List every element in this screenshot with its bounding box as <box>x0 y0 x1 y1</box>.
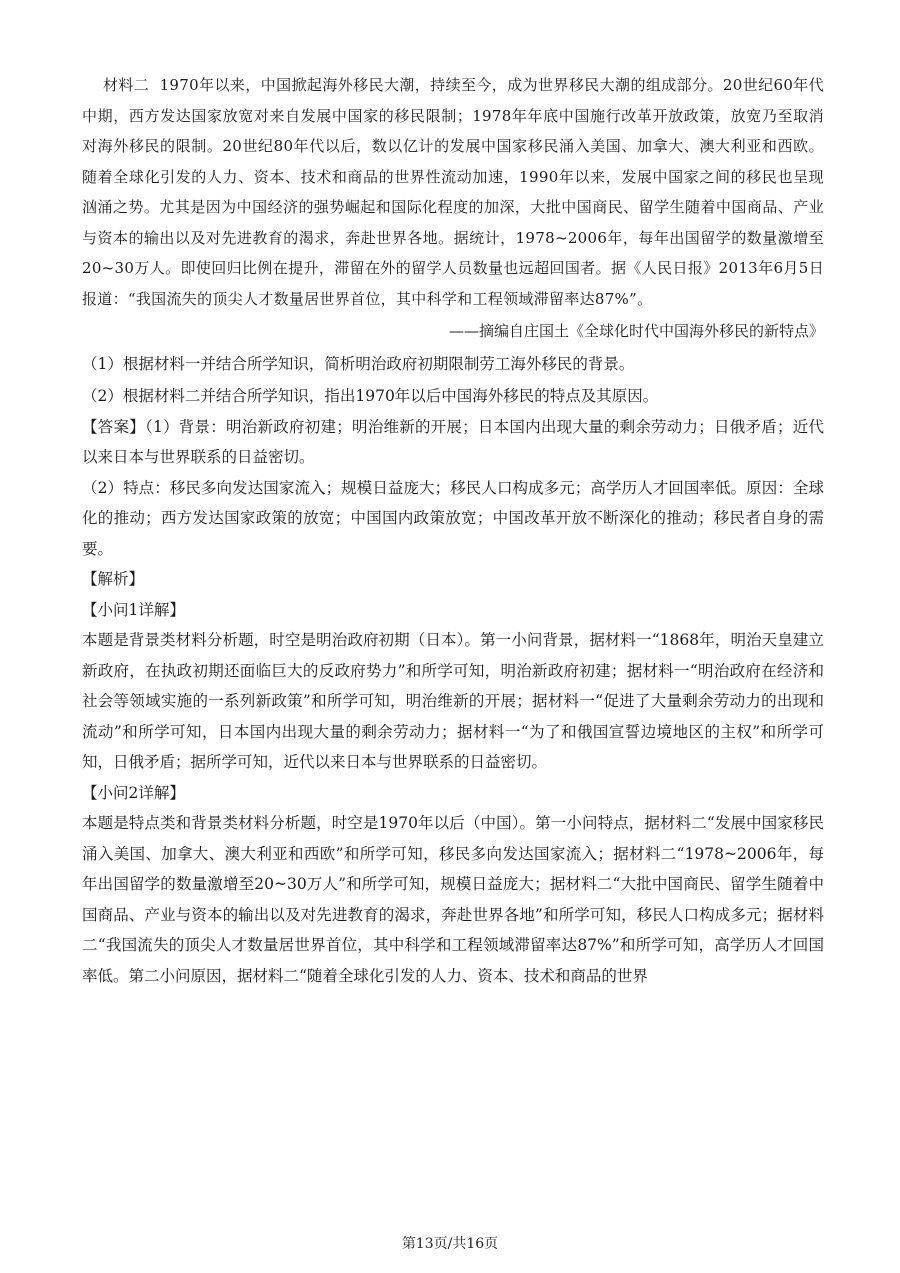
analysis-heading: 【解析】 <box>82 570 145 588</box>
subquestion-2-heading: 【小问2详解】 <box>82 783 185 802</box>
answer-part-2: （2）特点：移民多向发达国家流入；规模日益庞大；移民人口构成多元；高学历人才回国率低。原因：全球化的推动；西方发达国家政策的放宽；中国国内政策放宽；中国改革开放不断深化的推动；移民者自身的需要。 <box>82 478 824 558</box>
question-1: （1）根据材料一并结合所学知识，简析明治政府初期限制劳工海外移民的背景。 <box>82 354 635 373</box>
material-2-paragraph <box>82 70 824 314</box>
page-content <box>82 70 824 991</box>
question-2: （2）根据材料二并结合所学知识，指出1970年以后中国海外移民的特点及其原因。 <box>82 387 659 405</box>
material-2-text: 1970年以来，中国掀起海外移民大潮，持续至今，成为世界移民大潮的组成部分。20世纪60年代中期，西方发达国家放宽对来自发展中国家的移民限制；1978年年底中国施行改革开放政策，放宽乃至取消对海外移民的限制。20世纪80年代以后，数以亿计的发展中国家移民涌入美国、加拿大、澳大利亚和西欧。随着全球化引发的人力、资本、技术和商品的世界性流动加速，1990年以来，发展中国家之间的移民也呈现汹涌之势。尤其是因为中国经济的强势崛起和国际化程度的加深，大批中国商民、留学生随着中国商品、产业与资本的输出以及对先进教育的渴求，奔赴世界各地。据统计，1978~2006年，每年出国留学的数量激增至20~30万人。即使回归比例在提升，滞留在外的留学人员数量也远超回国者。据《人民日报》2013年6月5日报道：“我国流失的顶尖人才数量居世界首位，其中科学和工程领域滞留率达87%”。 <box>82 76 825 308</box>
subquestion-1-heading: 【小问1详解】 <box>82 600 185 619</box>
subquestion-1-analysis: 本题是背景类材料分析题，时空是明治政府初期（日本）。第一小问背景，据材料一“1868年，明治天皇建立新政府，在执政初期还面临巨大的反政府势力”和所学可知，明治新政府初建；据材料一“明治政府在经济和社会等领域实施的一系列新政策”和所学可知，明治维新的开展；据材料一“促进了大量剩余劳动力的出现和流动”和所学可知，日本国内出现大量的剩余劳动力；据材料一“为了和俄国宣誓边境地区的主权”和所学可知，日俄矛盾；据所学可知，近代以来日本与世界联系的日益密切。 <box>82 631 824 771</box>
answer-part-1: 【答案】（1）背景：明治新政府初建；明治维新的开展；日本国内出现大量的剩余劳动力；日俄矛盾；近代以来日本与世界联系的日益密切。 <box>82 417 824 466</box>
material-2-source: ——摘编自庄国土《全球化时代中国海外移民的新特点》 <box>448 322 824 340</box>
page-number-footer: 第13页/共16页 <box>401 1236 499 1252</box>
material-2-label: 材料二 <box>103 76 150 94</box>
subquestion-2-analysis: 本题是特点类和背景类材料分析题，时空是1970年以后（中国）。第一小问特点，据材料二“发展中国家移民涌入美国、加拿大、澳大利亚和西欧”和所学可知，移民多向发达国家流入；据材料二“1978~2006年，每年出国留学的数量激增至20~30万人”和所学可知，规模日益庞大；据材料二“大批中国商民、留学生随着中国商品、产业与资本的输出以及对先进教育的渴求，奔赴世界各地”和所学可知，移民人口构成多元；据材料二“我国流失的顶尖人才数量居世界首位，其中科学和工程领域滞留率达87%”和所学可知，高学历人才回国率低。第二小问原因，据材料二“随着全球化引发的人力、资本、技术和商品的世界 <box>82 814 824 985</box>
